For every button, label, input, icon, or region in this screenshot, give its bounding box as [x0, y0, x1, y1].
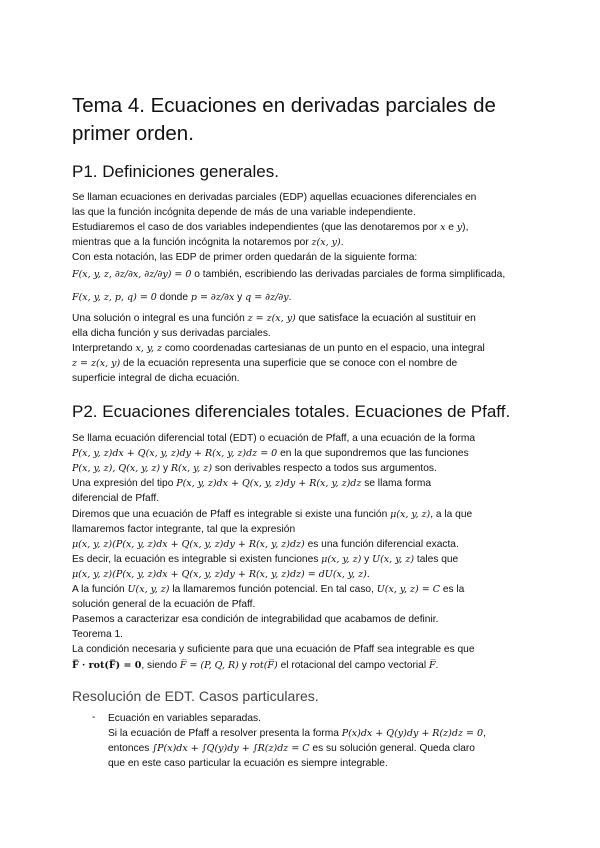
text: .	[288, 292, 292, 303]
math: F̅	[428, 660, 436, 671]
text: , a la que	[430, 509, 473, 520]
math: y	[456, 222, 463, 233]
math: R(x, y, z)	[170, 463, 213, 474]
text: o también, escribiendo las derivadas parciales de forma simplificada,	[191, 269, 506, 280]
math: U(x, y, z)	[127, 584, 170, 595]
p1-line	[72, 268, 505, 281]
math: x, y, z	[135, 343, 162, 354]
math: P(x, y, z), Q(x, y, z)	[72, 463, 161, 474]
section-heading-p1: P1. Definiciones generales.	[72, 162, 279, 181]
text: A la función	[72, 584, 128, 595]
text: ,	[483, 728, 486, 739]
p1-line	[72, 291, 291, 304]
text: que satisface la ecuación al sustituir en	[295, 313, 476, 324]
p1-line	[72, 357, 457, 370]
math: x	[440, 222, 446, 233]
text: y	[238, 660, 250, 671]
list-item-line: que en este caso particular la ecuación es siempre integrable.	[108, 758, 388, 769]
text: la llamaremos función potencial. En tal caso,	[169, 584, 377, 595]
text: entonces	[108, 743, 153, 754]
text: .	[340, 237, 344, 248]
p1-line: las que la función incógnita depende de más de una variable independiente.	[72, 207, 416, 218]
text: donde	[156, 292, 191, 303]
p1-line	[72, 342, 485, 355]
math: μ(x, y, z)	[390, 509, 431, 520]
math: P(x, y, z)dx + Q(x, y, z)dy + R(x, y, z)dz = 0	[72, 448, 278, 459]
p2-line: Teorema 1.	[72, 629, 123, 640]
p1-line	[72, 221, 468, 234]
math: P(x, y, z)dx + Q(x, y, z)dy + R(x, y, z)dz	[176, 478, 362, 489]
text: de la ecuación representa una superficie que se conoce con el nombre de	[120, 358, 458, 369]
page-title: Tema 4. Ecuaciones en derivadas parciales de primer orden.	[72, 94, 496, 145]
p2-line	[72, 553, 458, 566]
p2-line	[72, 447, 469, 460]
p1-line: superficie integral de dicha ecuación.	[72, 373, 240, 384]
math: μ(x, y, z)	[321, 554, 362, 565]
math: rot(F̅)	[249, 660, 278, 671]
text: Una expresión del tipo	[72, 478, 177, 489]
text: Si la ecuación de Pfaff a resolver presenta la forma	[108, 728, 342, 739]
text: tales que	[414, 554, 459, 565]
text: Es decir, la ecuación es integrable si existen funciones	[72, 554, 322, 565]
list-item: Ecuación en variables separadas.	[108, 713, 261, 724]
text: ),	[462, 222, 469, 233]
p2-line: Se llama ecuación diferencial total (EDT) o ecuación de Pfaff, a una ecuación de la forma	[72, 433, 476, 444]
math: F(x, y, z, p, q) = 0	[72, 292, 157, 303]
p2-line	[72, 583, 464, 596]
math: z(x, y)	[311, 237, 341, 248]
p1-line	[72, 236, 344, 249]
text: es la	[439, 584, 465, 595]
p1-line: ella dicha función y sus derivadas parciales.	[72, 328, 271, 339]
text: Una solución o integral es una función	[72, 313, 248, 324]
text: se llama forma	[361, 478, 432, 489]
text: y	[361, 554, 373, 565]
math: z = z(x, y)	[247, 313, 296, 324]
text: como coordenadas cartesianas de un punto en el espacio, una integral	[162, 343, 485, 354]
text: es su solución general. Queda claro	[309, 743, 475, 754]
p2-line: diferencial de Pfaff.	[72, 493, 160, 504]
math: F̅ = (P, Q, R)	[179, 660, 239, 671]
math: U(x, y, z) = C	[376, 584, 440, 595]
math: P(x)dx + Q(y)dy + R(z)dz = 0	[341, 728, 484, 739]
math: μ(x, y, z)(P(x, y, z)dx + Q(x, y, z)dy + R(x, y, z)dz) = dU(x, y, z).	[72, 569, 370, 580]
text: es una función diferencial exacta.	[304, 539, 459, 550]
text: son derivables respecto a todos sus argumentos.	[212, 463, 437, 474]
math: μ(x, y, z)(P(x, y, z)dx + Q(x, y, z)dy + R(x, y, z)dz)	[72, 539, 305, 550]
math: F(x, y, z, ∂z/∂x, ∂z/∂y) = 0	[72, 269, 192, 280]
text: Interpretando	[72, 343, 136, 354]
list-bullet: -	[92, 712, 96, 723]
math: U(x, y, z)	[372, 554, 415, 565]
text: en la que supondremos que las funciones	[277, 448, 469, 459]
math: F̅ · rot(F̅) = 0	[72, 660, 142, 671]
subsection-heading: Resolución de EDT. Casos particulares.	[72, 688, 319, 704]
section-heading-p2: P2. Ecuaciones diferenciales totales. Ecuaciones de Pfaff.	[72, 402, 511, 421]
text: y	[234, 292, 246, 303]
p2-line	[72, 477, 431, 490]
text: e	[445, 222, 457, 233]
text: Estudiaremos el caso de dos variables independientes (que las denotaremos por	[72, 222, 441, 233]
text: Diremos que una ecuación de Pfaff es integrable si existe una función	[72, 509, 391, 520]
text: y	[160, 463, 171, 474]
p2-line: Pasemos a caracterizar esa condición de integrabilidad que acabamos de definir.	[72, 614, 439, 625]
p2-line	[72, 462, 437, 475]
text: el rotacional del campo vectorial	[277, 660, 429, 671]
list-item-line	[108, 727, 486, 740]
text: , siendo	[141, 660, 180, 671]
p2-line	[72, 568, 370, 581]
p2-line	[72, 538, 459, 551]
math: q = ∂z/∂y	[245, 292, 289, 303]
p2-line: La condición necesaria y suficiente para que una ecuación de Pfaff sea integrable es que	[72, 644, 475, 655]
p1-line	[72, 312, 476, 325]
p1-line: Con esta notación, las EDP de primer orden quedarán de la siguiente forma:	[72, 252, 418, 263]
math: z = z(x, y)	[72, 358, 121, 369]
p1-line: Se llaman ecuaciones en derivadas parciales (EDP) aquellas ecuaciones diferenciales en	[72, 192, 477, 203]
text: .	[435, 660, 439, 671]
p2-line	[72, 659, 438, 672]
list-item-line	[108, 742, 475, 755]
math: ∫P(x)dx + ∫Q(y)dy + ∫R(z)dz = C	[152, 743, 310, 754]
math: p = ∂z/∂x	[190, 292, 235, 303]
text: mientras que a la función incógnita la notaremos por	[72, 237, 312, 248]
p2-line: llamaremos factor integrante, tal que la expresión	[72, 524, 296, 535]
p2-line: solución general de la ecuación de Pfaff.	[72, 599, 256, 610]
p2-line	[72, 508, 472, 521]
